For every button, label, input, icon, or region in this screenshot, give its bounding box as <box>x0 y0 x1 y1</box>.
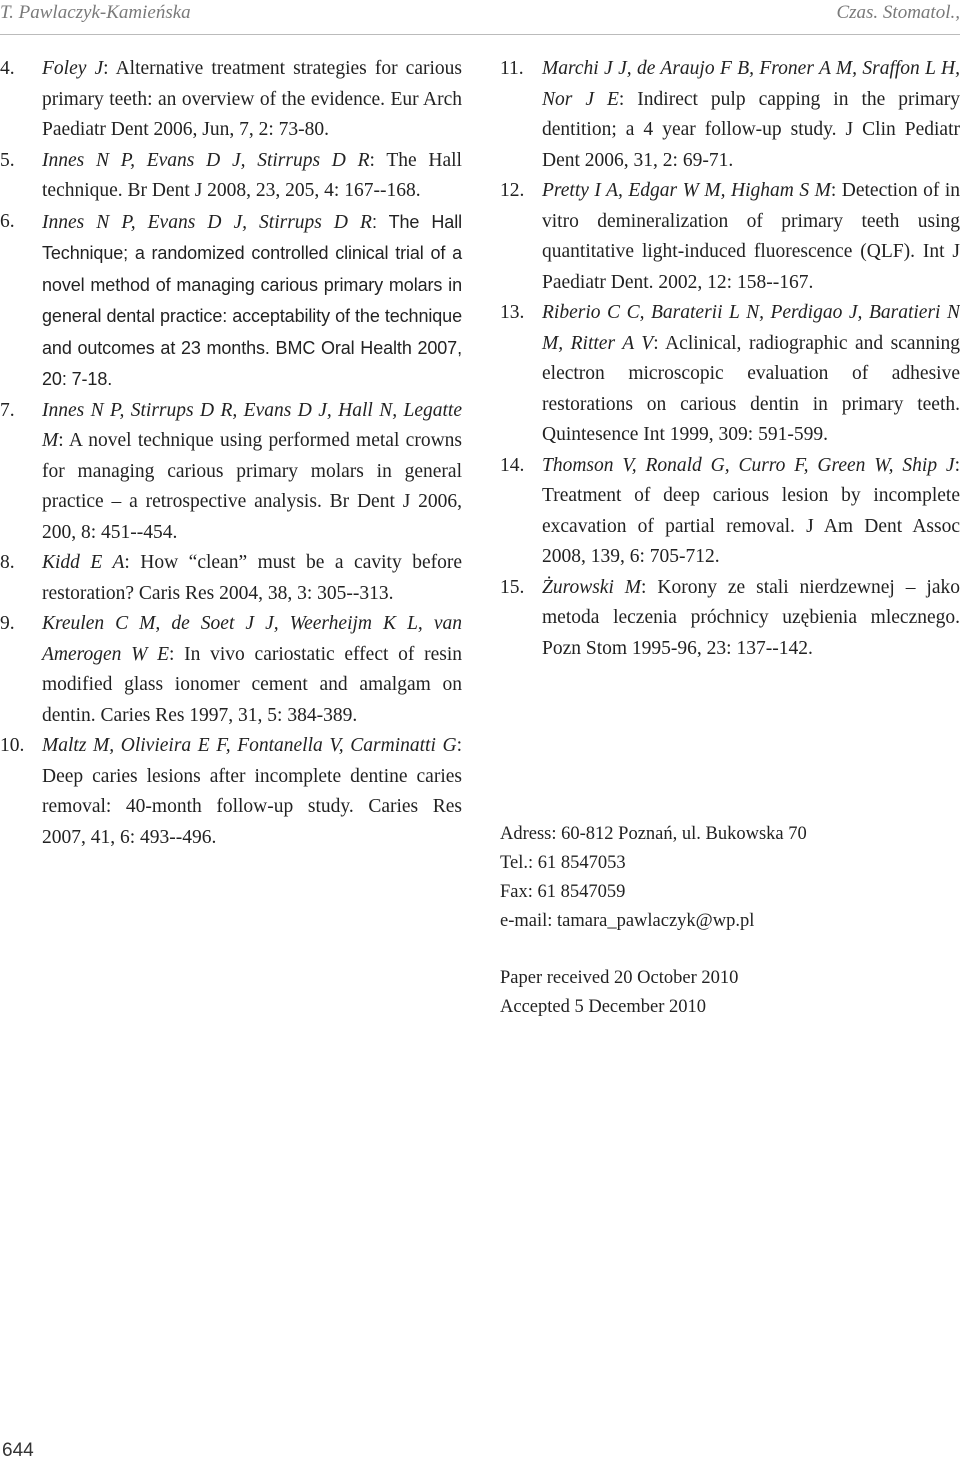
reference-number: 5. <box>0 149 15 171</box>
address-email: e-mail: tamara_pawlaczyk@wp.pl <box>500 911 755 931</box>
reference-authors: Pretty I A, Edgar W M, Higham S M <box>542 180 831 201</box>
reference-body <box>542 176 960 298</box>
reference-number: 8. <box>0 552 15 573</box>
reference-item <box>0 54 462 146</box>
reference-text: : Alternative treatment strategies for carious primary teeth: an overview of the evidence. Eur Arch Paediatr Dent 2006, Jun, 7, 2: 73-80. <box>42 58 462 140</box>
reference-item <box>500 54 960 176</box>
reference-text: : Indirect pulp capping in the primary dentition; a 4 year follow-up study. J Clin Pediatr Dent 2006, 31, 2: 69-71. <box>542 88 960 171</box>
reference-item <box>500 451 960 573</box>
reference-item <box>500 298 960 451</box>
address-street: Adress: 60-812 Poznań, ul. Bukowska 70 <box>500 824 807 844</box>
references-column-left <box>0 54 462 853</box>
reference-authors: Foley J <box>42 58 104 79</box>
reference-text: : Detection of in vitro demineralization of primary teeth using quantitative light-induced fluorescence (QLF). Int J Paediatr Dent. 2002, 12: 158--167. <box>542 180 960 293</box>
references-column-right <box>500 54 960 664</box>
reference-number: 11. <box>500 58 524 79</box>
correspondence-address <box>500 820 960 936</box>
reference-number: 4. <box>0 58 15 79</box>
reference-text: : Deep caries lesions after incomplete dentine caries removal: 40-month follow-up study. Caries Res 2007, 41, 6: 493--496. <box>42 735 462 848</box>
reference-number: 6. <box>0 210 15 232</box>
reference-authors: Innes N P, Evans D J, Stirrups D R <box>42 211 372 233</box>
reference-authors: Kidd E A <box>42 552 125 573</box>
paper-dates <box>500 964 960 1022</box>
reference-authors: Maltz M, Olivieira E F, Fontanella V, Carminatti G <box>42 735 457 756</box>
reference-text: : Korony ze stali nierdzewnej – jako metoda leczenia próchnicy uzębienia mlecznego. Pozn Stom 1995-96, 23: 137--142. <box>542 576 960 659</box>
reference-text: : Aclinical, radiographic and scanning electron microscopic evaluation of adhesive restorations on carious dentin in primary teeth. Quintesence Int 1999, 309: 591-599. <box>542 332 960 445</box>
running-head-journal: Czas. Stomatol., <box>836 2 960 23</box>
reference-authors: Innes N P, Stirrups D R, Evans D J, Hall N, Legatte M <box>42 399 462 451</box>
reference-authors: Thomson V, Ronald G, Curro F, Green W, Ship J <box>542 454 955 476</box>
reference-body <box>42 609 462 731</box>
reference-body <box>542 573 960 665</box>
reference-number: 15. <box>500 576 525 598</box>
reference-text: : In vivo cariostatic effect of resin modified glass ionomer cement and amalgam on dentin. Caries Res 1997, 31, 5: 384-389. <box>42 643 462 726</box>
reference-body <box>42 396 462 549</box>
reference-text: : The Hall technique. Br Dent J 2008, 23, 205, 4: 167--168. <box>42 149 462 201</box>
reference-authors: Marchi J J, de Araujo F B, Froner A M, Sraffon L H, Nor J E <box>542 58 960 110</box>
reference-text: : The Hall Technique; a randomized controlled clinical trial of a novel method of managing carious primary molars in general dental practice: acceptability of the technique and outcomes at 23 months. BMC Oral Health 2007, 20: 7-18. <box>42 211 463 389</box>
reference-body <box>542 298 960 451</box>
reference-authors: Żurowski M <box>542 576 642 598</box>
accepted-date: Accepted 5 December 2010 <box>500 997 706 1017</box>
reference-number: 14. <box>500 454 525 476</box>
reference-item <box>0 396 462 549</box>
page-number: 644 <box>2 1440 34 1461</box>
reference-text: : A novel technique using performed metal crowns for managing carious primary molars in general practice – a retrospective analysis. Br Dent J 2006, 200, 8: 451--454. <box>42 430 462 543</box>
reference-number: 7. <box>0 399 15 421</box>
running-head-author: T. Pawlaczyk-Kamieńska <box>0 2 191 23</box>
reference-authors: Kreulen C M, de Soet J J, Weerheijm K L, van Amerogen W E <box>42 613 462 665</box>
reference-number: 13. <box>500 302 525 323</box>
reference-authors: Riberio C C, Baraterii L N, Perdigao J, Baratieri N M, Ritter A V <box>542 302 960 354</box>
reference-body <box>42 731 462 853</box>
address-fax: Fax: 61 8547059 <box>500 882 626 902</box>
reference-body <box>42 146 462 207</box>
received-date: Paper received 20 October 2010 <box>500 968 739 988</box>
reference-number: 9. <box>0 613 15 634</box>
reference-body <box>542 54 960 176</box>
reference-body <box>42 207 462 396</box>
reference-body <box>542 451 960 573</box>
reference-item <box>0 731 462 853</box>
reference-authors: Innes N P, Evans D J, Stirrups D R <box>42 149 370 171</box>
reference-text: : How “clean” must be a cavity before restoration? Caris Res 2004, 38, 3: 305--313. <box>42 552 462 604</box>
reference-number: 12. <box>500 180 525 201</box>
header-divider <box>0 34 960 35</box>
reference-number: 10. <box>0 735 25 756</box>
reference-item <box>0 609 462 731</box>
reference-item <box>500 573 960 665</box>
reference-item <box>500 176 960 298</box>
reference-text: : Treatment of deep carious lesion by incomplete excavation of partial removal. J Am Dent Assoc 2008, 139, 6: 705-712. <box>542 454 960 567</box>
reference-body <box>42 548 462 609</box>
reference-item <box>0 548 462 609</box>
address-tel: Tel.: 61 8547053 <box>500 853 626 873</box>
reference-item <box>0 146 462 207</box>
reference-body <box>42 54 462 146</box>
reference-item <box>0 207 462 396</box>
